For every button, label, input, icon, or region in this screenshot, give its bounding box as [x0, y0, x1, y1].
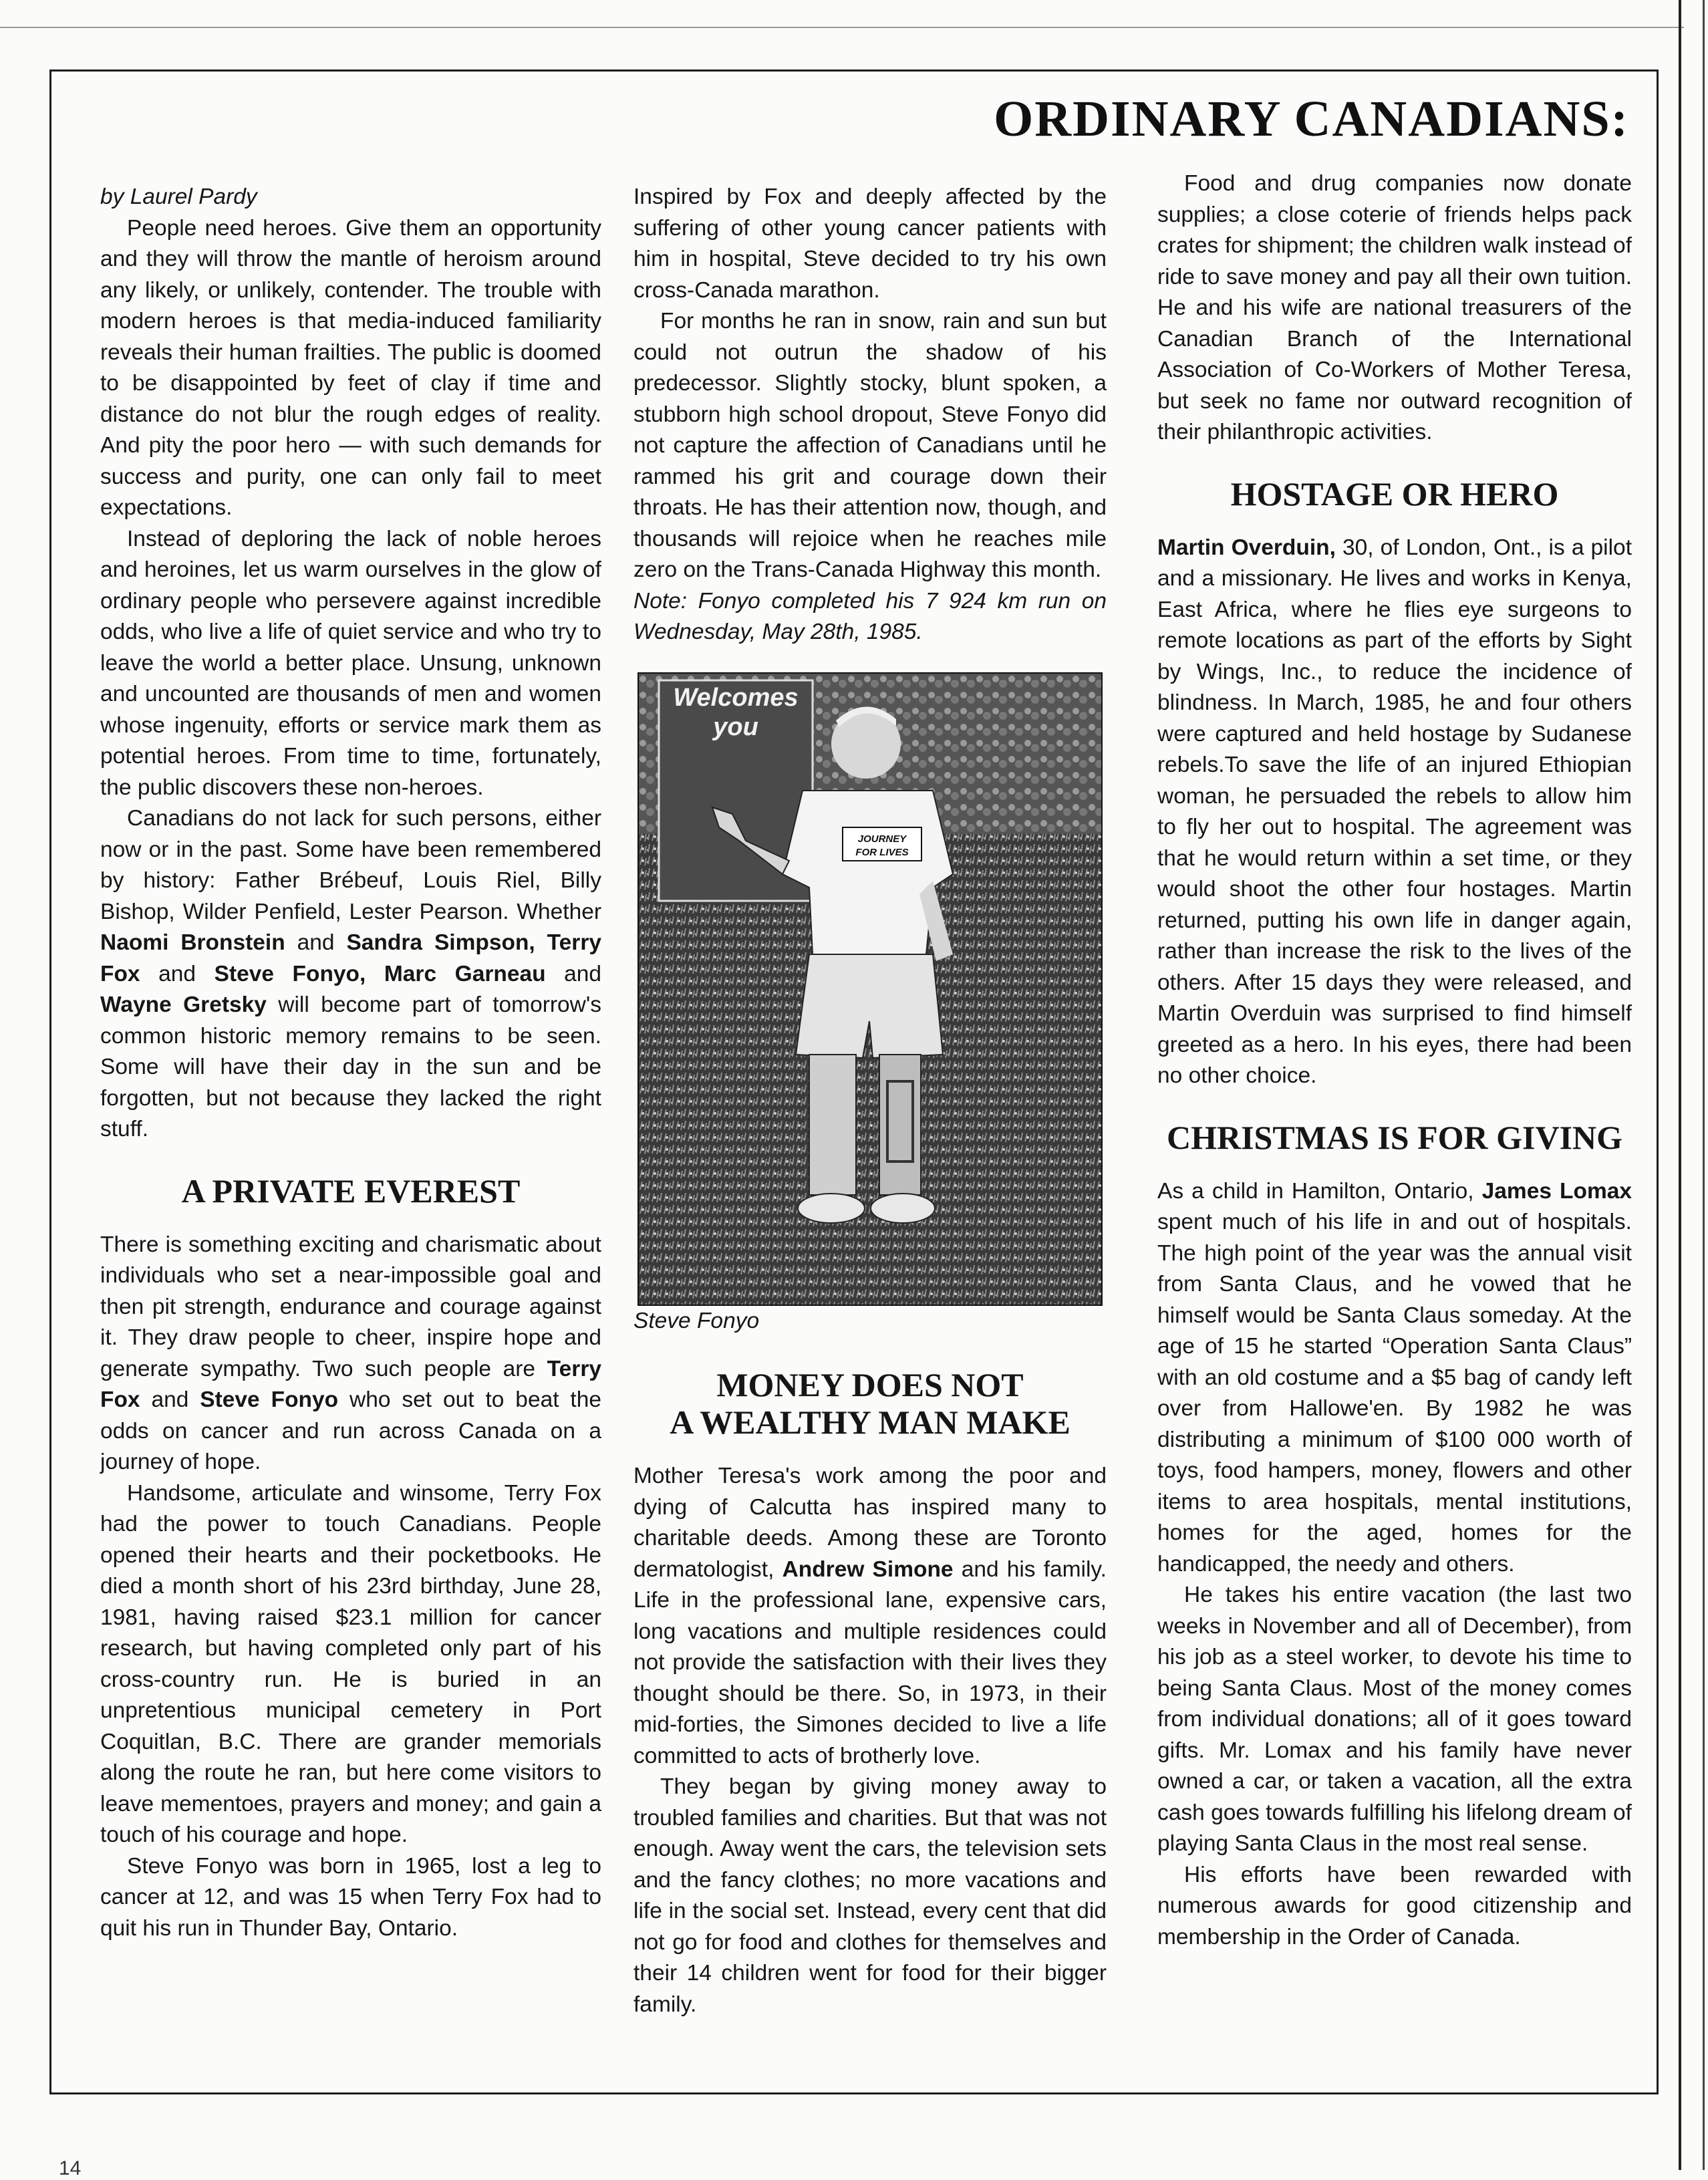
prosthetic-leg — [879, 1055, 921, 1195]
column-2 — [633, 182, 1107, 2020]
scan-top-rule — [0, 27, 1684, 28]
christmas-paragraph-2: He takes his entire vacation (the last two weeks in November and all of December), from his job as a steel worker, to devote his time to being Santa Claus. Most of the money comes from individual donations; all of it goes toward gifts. Mr. Lomax and his family have never owned a car, or taken a vacation, all the extra cash goes towards fulfilling his lifelong dream of playing Santa Claus in the most real sense. — [1157, 1583, 1632, 1856]
heading-private-everest: A PRIVATE EVEREST — [181, 1172, 521, 1210]
photo-caption: Steve Fonyo — [633, 1308, 760, 1333]
intro-paragraph-1: People need heroes. Give them an opportunity and they will throw the mantle of heroism around any likely, or unlikely, contender. The trouble with modern heroes is that media-induced familiarity reveals their human frailties. The public is doomed to be disappointed by feet of clay if time and distance do not blur the rough edges of reality. And pity the poor hero — with such demands for success and purity, one can only fail to meet expectations. — [100, 215, 601, 520]
everest-paragraph-4: Inspired by Fox and deeply affected by the suffering of other young cancer patients with him in hospital, Steve decided to try his own cross-Canada marathon. — [633, 184, 1107, 303]
binding-edge-rule — [1679, 0, 1681, 2170]
money-paragraph-3: Food and drug companies now donate supplies; a close coterie of friends helps pack crates for shipment; the children walk instead of ride to save money and pay all their own tuition. He and his wife are national treasurers of the Canadian Branch of the International Association of Co-Workers of Mother Teresa, but seek no fame nor outward recognition of their philanthropic activities. — [1157, 171, 1632, 444]
intro-paragraph-3: Canadians do not lack for such persons, either now or in the past. Some have been remembered by history: Father Brébeuf, Louis Riel, Billy Bishop, Wilder Penfield, Lester Pearson. Whether Naomi Bronstein and Sandra Simpson, Terry Fox and Steve Fonyo, Marc Garneau and Wayne Gretsky will become part of tomorrow's common historic memory remains to be seen. Some will have their day in the sun and be forgotten, but not because they lacked the right stuff. — [100, 806, 601, 1141]
intro-paragraph-2: Instead of deploring the lack of noble heroes and heroines, let us warm ourselves in the glow of ordinary people who persevere against incredible odds, who live a life of quiet service and who try to leave the world a better place. Unsung, unknown and uncounted are thousands of men and women whose ingenuity, efforts or service mark them as potential heroes. From time to time, fortunately, the public discovers these non-heroes. — [100, 526, 601, 800]
heading-money: MONEY DOES NOT A WEALTHY MAN MAKE — [670, 1366, 1071, 1441]
svg-text:FOR LIVES: FOR LIVES — [855, 846, 909, 858]
christmas-paragraph-3: His efforts have been rewarded with numerous awards for good citizenship and membership in the Order of Canada. — [1157, 1862, 1632, 1949]
everest-paragraph-2: Handsome, articulate and winsome, Terry Fox had the power to touch Canadians. People opened their hearts and their pocketbooks. He died a month short of his 23rd birthday, June 28, 1981, having raised $23.1 million for cancer research, but having completed only part of his cross-country run. He is buried in an unpretentious municipal cemetery in Port Coquitlan, B.C. There are grander memorials along the route he ran, but here come visitors to leave mementoes, prayers and money; and gain a touch of his courage and hope. — [100, 1480, 601, 1847]
column-1 — [100, 182, 601, 1944]
hostage-paragraph: Martin Overduin, 30, of London, Ont., is a pilot and a missionary. He lives and works in Kenya, East Africa, where he flies eye surgeons to remote locations as part of the efforts by Sight by Wings, Inc., to reduce the incidence of blindness. In March, 1985, he and four others were captured and held hostage by Sudanese rebels.To save the life of an injured Ethiopian woman, he persuaded the rebels to allow him to fly her out to hospital. The agreement was that he would return within a set time, or they would shoot the other four hostages. Martin returned, putting his own life in danger again, rather than increase the risk to the lives of the others. After 15 days they were released, and Martin Overduin was surprised to find himself greeted as a hero. In his eyes, there had been no other choice. — [1157, 535, 1632, 1088]
column-3 — [1157, 168, 1632, 1953]
everest-paragraph-3: Steve Fonyo was born in 1965, lost a leg to cancer at 12, and was 15 when Terry Fox had to quit his run in Thunder Bay, Ontario. — [100, 1853, 601, 1941]
page-number: 14 — [59, 2157, 82, 2179]
svg-text:you: you — [713, 712, 758, 741]
money-paragraph-2: They began by giving money away to troubled families and charities. But that was not enough. Away went the cars, the television sets and the fancy clothes; no more vacations and life in the social set. Instead, every cent that did not go for food and clothes for themselves and their 14 children went for food for their bigger family. — [633, 1774, 1107, 2017]
money-paragraph-1: Mother Teresa's work among the poor and dying of Calcutta has inspired many to charitable deeds. Among these are Toronto dermatologist, Andrew Simone and his family. Life in the professional lane, expensive cars, long vacations and multiple residences could not provide the satisfaction with their lives they thought should be there. So, in 1973, in their mid-forties, the Simones decided to live a life committed to acts of brotherly love. — [633, 1464, 1107, 1768]
everest-paragraph-5: For months he ran in snow, rain and sun but could not outrun the shadow of his predecessor. Slightly stocky, blunt spoken, a stubborn high school dropout, Steve Fonyo did not capture the affection of Canadians until he rammed his grit and courage down their throats. He has their attention now, though, and thousands will rejoice when he reaches mile zero on the Trans-Canada Highway this month. — [633, 309, 1107, 582]
svg-text:JOURNEY: JOURNEY — [857, 833, 907, 845]
welcome-sign-text: Welcomes — [673, 683, 799, 712]
steve-fonyo-photo — [637, 672, 1103, 1306]
everest-paragraph-1: There is something exciting and charismatic about individuals who set a near-impossible goal and then pit strength, endurance and courage against it. They draw people to cheer, inspire hope and generate sympathy. Two such people are Terry Fox and Steve Fonyo who set out to beat the odds on cancer and run across Canada on a journey of hope. — [100, 1232, 601, 1474]
masthead-title: ORDINARY CANADIANS: — [994, 91, 1629, 147]
binding-edge-rule-outer — [1703, 0, 1705, 2170]
steve-fonyo-photo-illustration — [639, 674, 1101, 1305]
christmas-paragraph-1: As a child in Hamilton, Ontario, James Lomax spent much of his life in and out of hospitals. The high point of the year was the annual visit from Santa Claus, and he vowed that he himself would be Santa Claus someday. At the age of 15 he started “Operation Santa Claus” with an old costume and a $5 bag of candy left over from Hallowe'en. By 1982 he was distributing a minimum of $100 000 worth of toys, food hampers, money, flowers and other items to area hospitals, mental institutions, homes for the aged, homes for the handicapped, the needy and others. — [1157, 1178, 1632, 1577]
fonyo-note: Note: Fonyo completed his 7 924 km run on Wednesday, May 28th, 1985. — [633, 588, 1107, 644]
heading-hostage-or-hero: HOSTAGE OR HERO — [1230, 474, 1559, 513]
byline: by Laurel Pardy — [100, 184, 257, 209]
heading-christmas: CHRISTMAS IS FOR GIVING — [1166, 1118, 1623, 1156]
